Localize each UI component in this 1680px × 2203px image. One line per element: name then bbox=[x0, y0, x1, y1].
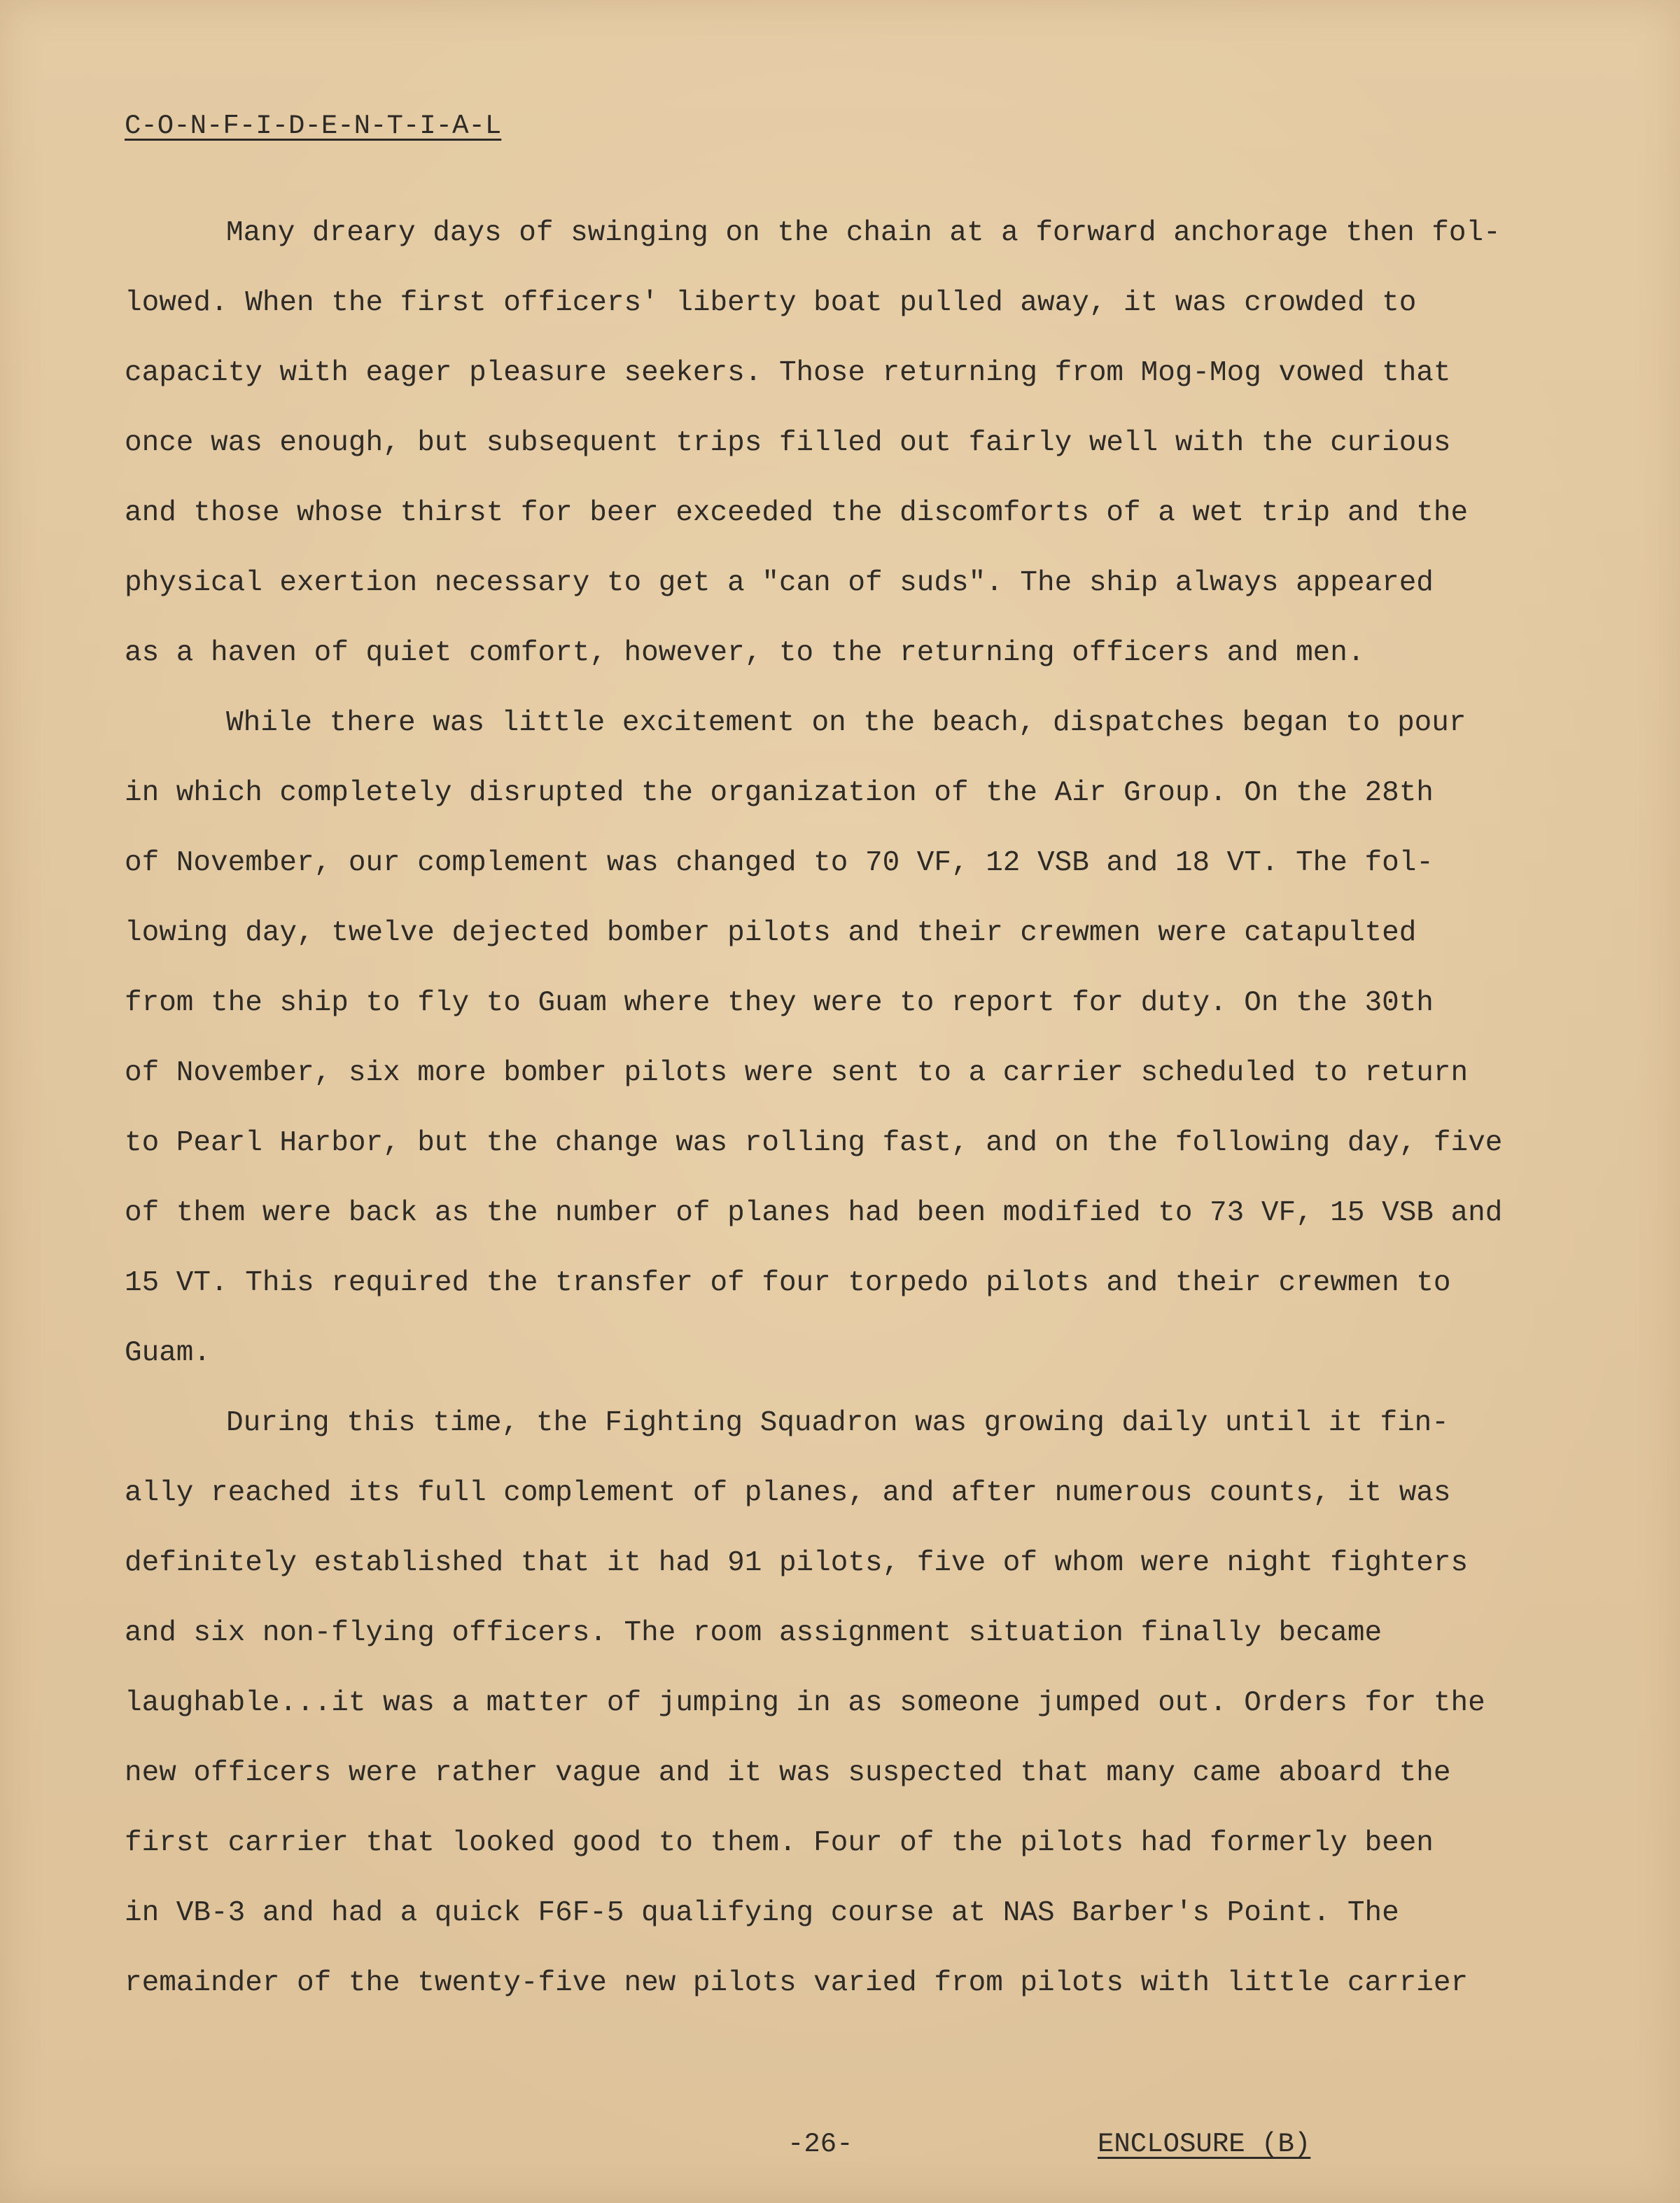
paragraph-3-line-2: ally reached its full complement of planes, and after numerous counts, it was bbox=[125, 1477, 1451, 1509]
enclosure-label: ENCLOSURE (B) bbox=[1098, 2129, 1311, 2160]
paragraph-2-line-9: 15 VT. This required the transfer of four torpedo pilots and their crewmen to bbox=[125, 1267, 1451, 1299]
paragraph-2-line-10: Guam. bbox=[125, 1337, 211, 1369]
paragraph-2-line-1: While there was little excitement on the beach, dispatches began to pour bbox=[226, 707, 1466, 739]
paragraph-2-line-7: to Pearl Harbor, but the change was rolling fast, and on the following day, five bbox=[125, 1127, 1503, 1159]
paragraph-3-line-1: During this time, the Fighting Squadron was growing daily until it fin- bbox=[226, 1407, 1449, 1439]
paragraph-1-line-1: Many dreary days of swinging on the chain at a forward anchorage then fol- bbox=[226, 217, 1501, 249]
paragraph-1-line-3: capacity with eager pleasure seekers. Those returning from Mog-Mog vowed that bbox=[125, 357, 1451, 389]
paragraph-3-line-4: and six non-flying officers. The room assignment situation finally became bbox=[125, 1617, 1382, 1649]
paragraph-1-line-2: lowed. When the first officers' liberty boat pulled away, it was crowded to bbox=[125, 287, 1417, 319]
paragraph-2-line-3: of November, our complement was changed to 70 VF, 12 VSB and 18 VT. The fol- bbox=[125, 847, 1434, 879]
paragraph-2-line-4: lowing day, twelve dejected bomber pilots and their crewmen were catapulted bbox=[125, 917, 1417, 949]
paragraph-2-line-5: from the ship to fly to Guam where they were to report for duty. On the 30th bbox=[125, 987, 1434, 1019]
classification-heading: C-O-N-F-I-D-E-N-T-I-A-L bbox=[125, 111, 502, 141]
paragraph-3-line-6: new officers were rather vague and it was suspected that many came aboard the bbox=[125, 1757, 1451, 1789]
paragraph-3-line-8: in VB-3 and had a quick F6F-5 qualifying course at NAS Barber's Point. The bbox=[125, 1897, 1399, 1929]
paragraph-3-line-5: laughable...it was a matter of jumping in as someone jumped out. Orders for the bbox=[125, 1687, 1485, 1719]
paragraph-2-line-2: in which completely disrupted the organization of the Air Group. On the 28th bbox=[125, 777, 1434, 809]
page-number: -26- bbox=[788, 2129, 853, 2160]
paragraph-2-line-8: of them were back as the number of planes had been modified to 73 VF, 15 VSB and bbox=[125, 1197, 1503, 1229]
paragraph-1-line-6: physical exertion necessary to get a "can of suds". The ship always appeared bbox=[125, 567, 1434, 599]
paragraph-1-line-4: once was enough, but subsequent trips filled out fairly well with the curious bbox=[125, 427, 1451, 459]
paragraph-2-line-6: of November, six more bomber pilots were sent to a carrier scheduled to return bbox=[125, 1057, 1469, 1089]
paragraph-1-line-5: and those whose thirst for beer exceeded the discomforts of a wet trip and the bbox=[125, 497, 1469, 529]
paragraph-3-line-7: first carrier that looked good to them. Four of the pilots had formerly been bbox=[125, 1827, 1434, 1859]
paragraph-3-line-9: remainder of the twenty-five new pilots varied from pilots with little carrier bbox=[125, 1967, 1469, 1999]
paragraph-1-line-7: as a haven of quiet comfort, however, to the returning officers and men. bbox=[125, 637, 1365, 669]
paragraph-3-line-3: definitely established that it had 91 pilots, five of whom were night fighters bbox=[125, 1547, 1469, 1579]
